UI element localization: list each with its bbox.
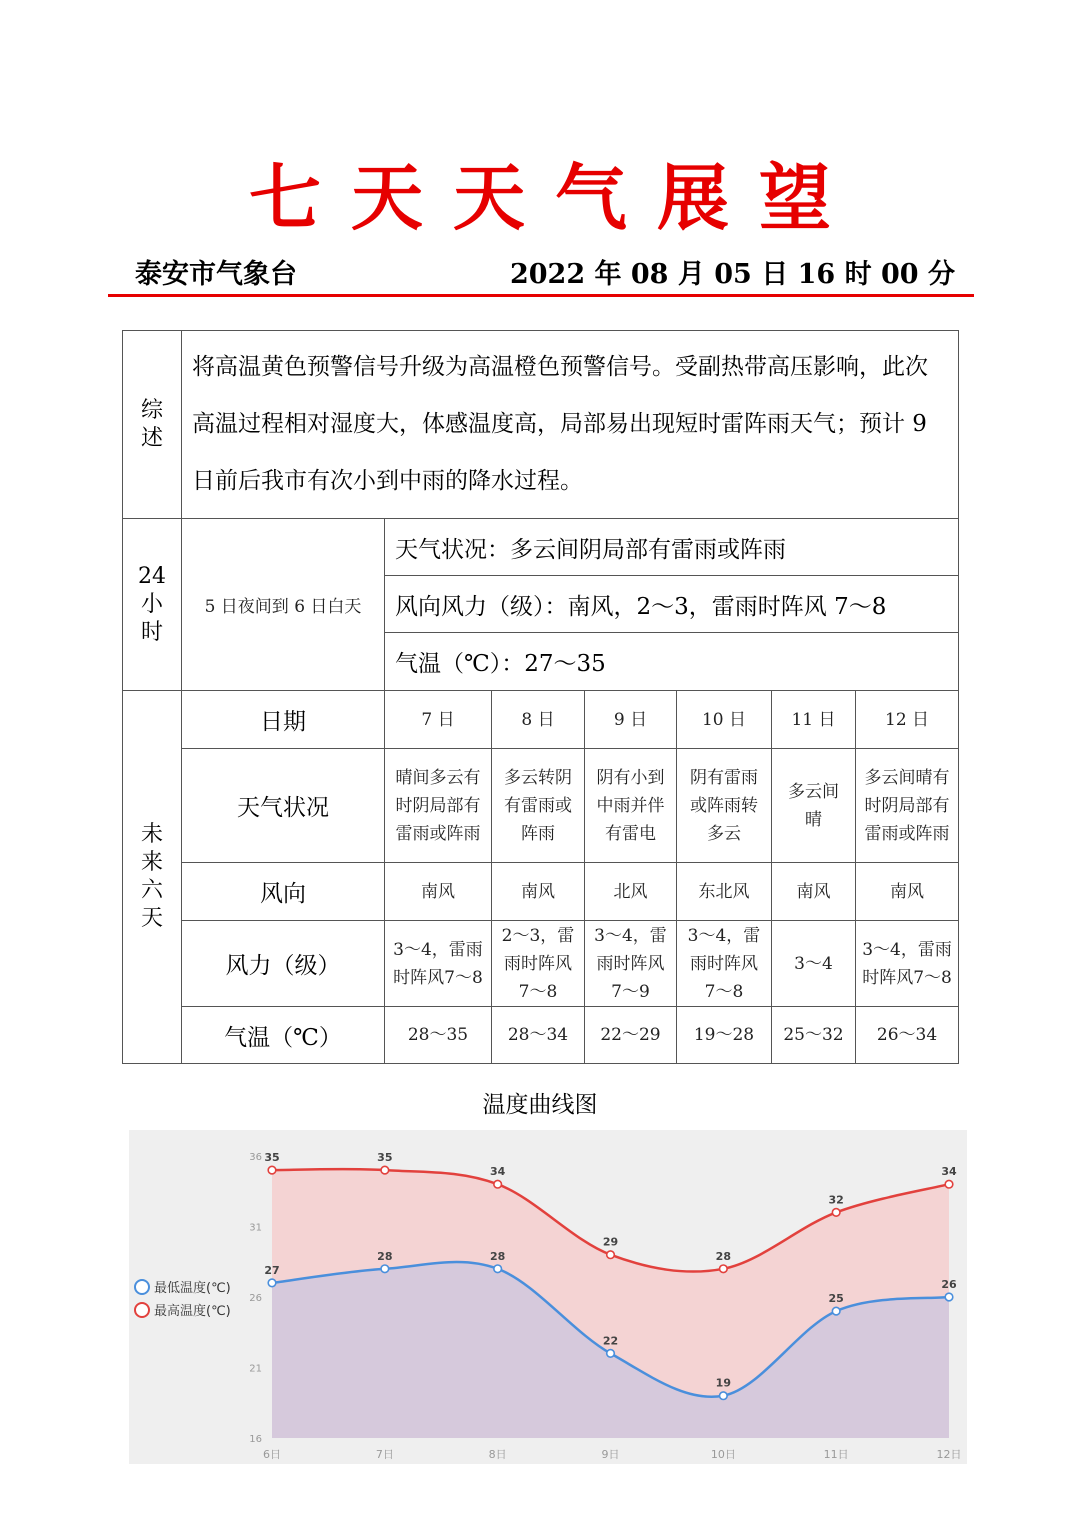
date-cell: 8 日 (492, 691, 585, 749)
legend-label: 最低温度(℃) (154, 1281, 231, 1296)
data-point (268, 1166, 276, 1174)
data-point (832, 1209, 840, 1217)
data-label: 34 (490, 1165, 506, 1179)
y-tick-label: 16 (249, 1434, 262, 1445)
data-label: 35 (377, 1151, 393, 1165)
wind-direction-cell: 南风 (772, 863, 856, 921)
wind-direction-cell: 南风 (856, 863, 959, 921)
six-day-label-char: 六 (140, 878, 163, 903)
weather-cell: 阴有小到中雨并伴有雷电 (585, 749, 677, 863)
summary-text: 将高温黄色预警信号升级为高温橙色预警信号。受副热带高压影响，此次高温过程相对湿度大，体感温度高，局部易出现短时雷阵雨天气；预计 9 日前后我市有次小到中雨的降水过程。 (182, 331, 959, 519)
x-tick-label: 9日 (601, 1448, 620, 1461)
six-day-label-char: 未 (140, 822, 163, 847)
data-point (494, 1265, 502, 1273)
summary-label-char: 述 (140, 425, 163, 451)
six-day-label-char: 天 (140, 906, 163, 931)
header-divider (108, 294, 974, 297)
y-tick-label: 36 (249, 1152, 262, 1163)
day24-label-char: 24 (138, 563, 166, 589)
day24-period: 5 日夜间到 6 日白天 (182, 519, 385, 691)
data-label: 19 (715, 1376, 731, 1390)
legend-label: 最高温度(℃) (154, 1304, 231, 1319)
data-label: 34 (941, 1165, 957, 1179)
temperature-cell: 28～34 (492, 1007, 585, 1064)
temperature-cell: 22～29 (585, 1007, 677, 1064)
row-label-temperature: 气温（℃） (182, 1007, 385, 1064)
date-cell: 11 日 (772, 691, 856, 749)
wind-direction-cell: 北风 (585, 863, 677, 921)
x-tick-label: 7日 (375, 1448, 394, 1461)
data-label: 27 (264, 1263, 280, 1277)
wind-force-cell: 3～4 (772, 921, 856, 1007)
row-label-wind-force: 风力（级） (182, 921, 385, 1007)
issue-time: 2022 年 08 月 05 日 16 时 00 分 (509, 259, 955, 290)
summary-label-char: 综 (140, 397, 163, 423)
issuing-organization: 泰安市气象台 (135, 259, 297, 290)
legend-marker (135, 1280, 149, 1294)
x-tick-label: 11日 (823, 1448, 849, 1461)
row-label-weather: 天气状况 (182, 749, 385, 863)
row-label-date: 日期 (182, 691, 385, 749)
wind-force-cell: 3～4，雷雨时阵风 7～9 (585, 921, 677, 1007)
weather-cell: 多云间晴有时阴局部有雷雨或阵雨 (856, 749, 959, 863)
day24-wind: 风向风力（级）：南风，2～3，雷雨时阵风 7～8 (385, 576, 959, 633)
data-point (945, 1180, 953, 1188)
date-cell: 12 日 (856, 691, 959, 749)
data-label: 32 (828, 1193, 844, 1207)
day24-label-char: 小 (140, 591, 163, 617)
data-point (381, 1265, 389, 1273)
data-label: 28 (715, 1249, 731, 1263)
data-label: 35 (264, 1151, 280, 1165)
data-point (494, 1180, 502, 1188)
data-label: 28 (490, 1249, 506, 1263)
chart-title: 温度曲线图 (482, 1092, 598, 1118)
data-point (607, 1251, 615, 1259)
data-point (832, 1307, 840, 1315)
data-point (945, 1293, 953, 1301)
row-label-wind-direction: 风向 (182, 863, 385, 921)
y-tick-label: 21 (249, 1363, 262, 1375)
six-day-label (123, 691, 182, 1064)
wind-force-cell: 3～4，雷雨时阵风7～8 (385, 921, 492, 1007)
summary-label (123, 331, 182, 519)
day24-label (123, 519, 182, 691)
data-label: 28 (377, 1249, 393, 1263)
wind-force-cell: 3～4，雷雨时阵风7～8 (856, 921, 959, 1007)
wind-force-cell: 3～4，雷雨时阵风 7～8 (677, 921, 772, 1007)
x-tick-label: 6日 (263, 1448, 281, 1461)
temperature-cell: 19～28 (677, 1007, 772, 1064)
data-point (720, 1265, 728, 1273)
data-point (381, 1166, 389, 1174)
legend-marker (135, 1303, 149, 1317)
x-tick-label: 12日 (936, 1448, 962, 1461)
wind-direction-cell: 南风 (492, 863, 585, 921)
weather-cell: 阴有雷雨或阵雨转多云 (677, 749, 772, 863)
day24-weather: 天气状况：多云间阴局部有雷雨或阵雨 (385, 519, 959, 576)
date-cell: 9 日 (585, 691, 677, 749)
data-point (720, 1392, 728, 1400)
data-point (607, 1350, 615, 1358)
page-title: 七天天气展望 (248, 155, 861, 240)
y-tick-label: 31 (249, 1222, 262, 1234)
temperature-cell: 28～35 (385, 1007, 492, 1064)
data-point (268, 1279, 276, 1287)
data-label: 29 (602, 1235, 619, 1249)
wind-direction-cell: 东北风 (677, 863, 772, 921)
date-cell: 7 日 (385, 691, 492, 749)
weather-cell: 晴间多云有时阴局部有雷雨或阵雨 (385, 749, 492, 863)
temperature-chart (129, 1130, 967, 1464)
y-tick-label: 26 (249, 1293, 262, 1304)
forecast-table (122, 330, 959, 1064)
weather-cell: 多云转阴有雷雨或阵雨 (492, 749, 585, 863)
data-label: 25 (828, 1292, 844, 1306)
temperature-cell: 25～32 (772, 1007, 856, 1064)
day24-label-char: 时 (140, 619, 163, 645)
x-tick-label: 10日 (710, 1448, 736, 1461)
temperature-cell: 26～34 (856, 1007, 959, 1064)
data-label: 26 (941, 1278, 957, 1291)
six-day-label-char: 来 (140, 850, 163, 875)
x-tick-label: 8日 (488, 1448, 507, 1461)
data-label: 22 (602, 1334, 619, 1348)
weather-cell: 多云间晴 (772, 749, 856, 863)
wind-force-cell: 2～3，雷雨时阵风 7～8 (492, 921, 585, 1007)
day24-temp: 气温（℃）：27～35 (385, 633, 959, 691)
date-cell: 10 日 (677, 691, 772, 749)
wind-direction-cell: 南风 (385, 863, 492, 921)
